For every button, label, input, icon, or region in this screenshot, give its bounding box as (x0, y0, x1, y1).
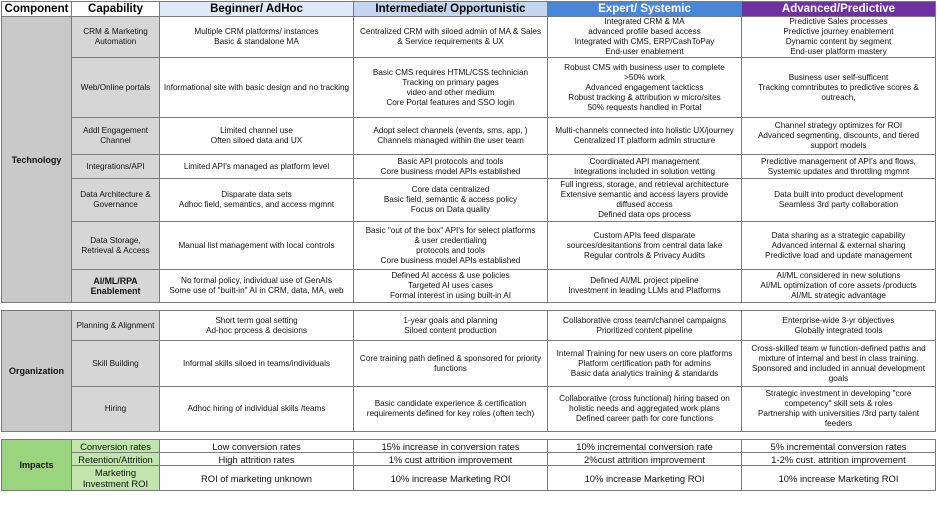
intermediate-cell: Defined AI access & use policies Targeted AI uses cases Formal interest in using built-in AI (354, 270, 548, 303)
capability-cell: Data Storage, Retrieval & Access (72, 222, 160, 270)
header-advanced: Advanced/Predictive (742, 2, 936, 17)
advanced-cell: Data built into product development Seamless 3rd party collaboration (742, 179, 936, 222)
beginner-cell: High attrition rates (160, 453, 354, 466)
expert-cell: Custom APIs feed disparate sources/desitantions from central data lake Regular controls & Privacy Audits (548, 222, 742, 270)
expert-cell: Coordinated API management Integrations included in solution vetting (548, 155, 742, 179)
intermediate-cell: Core training path defined & sponsored for priority functions (354, 341, 548, 387)
beginner-cell: Adhoc hiring of individual skills /teams (160, 387, 354, 432)
expert-cell: Collaborative cross team/channel campaigns Prioritized content pipeline (548, 311, 742, 341)
beginner-cell: Disparate data sets Adhoc field, semantics, and access mgmnt (160, 179, 354, 222)
table-row (2, 311, 936, 341)
beginner-cell: Manual list management with local controls (160, 222, 354, 270)
table-row (2, 440, 936, 453)
capability-cell: Skill Building (72, 341, 160, 387)
table-row (2, 155, 936, 179)
capability-cell: Conversion rates (72, 440, 160, 453)
advanced-cell: Cross-skilled team w function-defined paths and mixture of internal and best in class training. Sponsored and included in annual development goals (742, 341, 936, 387)
expert-cell: Full ingress, storage, and retrieval architecture Extensive semantic and access layers provide diffused access Defined data ops process (548, 179, 742, 222)
advanced-cell: AI/ML considered in new solutions AI/ML optimization of core assets /products AI/ML strategic advantage (742, 270, 936, 303)
header-component: Component (2, 2, 72, 17)
intermediate-cell: Basic "out of the box" API's for select platforms & user credentialing protocols and tools Core business model APIs established (354, 222, 548, 270)
table-row (2, 58, 936, 118)
beginner-cell: ROI of marketing unknown (160, 466, 354, 491)
capability-cell: Web/Online portals (72, 58, 160, 118)
table-row (2, 118, 936, 155)
section-spacer (2, 303, 936, 311)
expert-cell: Multi-channels connected into holistic UX/journey Centralized IT platform admin structure (548, 118, 742, 155)
header-capability: Capability (72, 2, 160, 17)
capability-cell: Data Architecture & Governance (72, 179, 160, 222)
component-impacts: Impacts (2, 440, 72, 491)
maturity-matrix (1, 1, 936, 491)
advanced-cell: Predictive Sales processes Predictive journey enablement Dynamic content by segment End-user platform mastery (742, 17, 936, 58)
beginner-cell: Low conversion rates (160, 440, 354, 453)
intermediate-cell: Centralized CRM with siloed admin of MA & Sales & Service requirements & UX (354, 17, 548, 58)
capability-cell: AI/ML/RPA Enablement (72, 270, 160, 303)
header-expert: Expert/ Systemic (548, 2, 742, 17)
capability-cell: Integrations/API (72, 155, 160, 179)
expert-cell: 2%cust attrition improvement (548, 453, 742, 466)
advanced-cell: Enterprise-wide 3-yr objectives Globally integrated tools (742, 311, 936, 341)
expert-cell: Integrated CRM & MA advanced profile based access Integrated with CMS, ERP/CashToPay End-user enablement (548, 17, 742, 58)
matrix-body (2, 17, 936, 491)
capability-cell: Marketing Investment ROI (72, 466, 160, 491)
table-row (2, 222, 936, 270)
section-spacer (2, 432, 936, 440)
intermediate-cell: 1% cust attrition improvement (354, 453, 548, 466)
capability-cell: Hiring (72, 387, 160, 432)
table-row (2, 179, 936, 222)
advanced-cell: Data sharing as a strategic capability Advanced internal & external sharing Predictive load and update management (742, 222, 936, 270)
intermediate-cell: Basic API protocols and tools Core business model APIs established (354, 155, 548, 179)
intermediate-cell: Basic CMS requires HTML/CSS technician Tracking on primary pages video and other medium Core Portal features and SSO login (354, 58, 548, 118)
expert-cell: 10% incremental conversion rate (548, 440, 742, 453)
beginner-cell: Multiple CRM platforms/ instances Basic & standalone MA (160, 17, 354, 58)
advanced-cell: Business user self-sufficent Tracking comntributes to predictive scores & outreach, (742, 58, 936, 118)
expert-cell: 10% increase Marketing ROI (548, 466, 742, 491)
advanced-cell: 1-2% cust. attrition improvement (742, 453, 936, 466)
intermediate-cell: Core data centralized Basic field, semantic & access policy Focus on Data quality (354, 179, 548, 222)
beginner-cell: Limited API's managed as platform level (160, 155, 354, 179)
beginner-cell: Short term goal setting Ad-hoc process & decisions (160, 311, 354, 341)
component-technology: Technology (2, 17, 72, 303)
advanced-cell: Predictive management of API's and flows, Systemic updates and throttling mgmnt (742, 155, 936, 179)
intermediate-cell: 1-year goals and planning Siloed content production (354, 311, 548, 341)
advanced-cell: 10% increase Marketing ROI (742, 466, 936, 491)
component-organization: Organization (2, 311, 72, 432)
header-beginner: Beginner/ AdHoc (160, 2, 354, 17)
advanced-cell: Channel strategy optimizes for ROI Advanced segmenting, discounts, and tiered support models (742, 118, 936, 155)
beginner-cell: Limited channel use Often siloed data and UX (160, 118, 354, 155)
beginner-cell: Informal skills siloed in teams/individuals (160, 341, 354, 387)
table-row (2, 17, 936, 58)
expert-cell: Collaborative (cross functional) hiring based on holistic needs and aggregated work plans Defined career path for core functions (548, 387, 742, 432)
beginner-cell: Informational site with basic design and no tracking (160, 58, 354, 118)
intermediate-cell: 10% increase Marketing ROI (354, 466, 548, 491)
capability-cell: Retention/Attrition (72, 453, 160, 466)
table-row (2, 453, 936, 466)
expert-cell: Robust CMS with business user to complete >50% work Advanced engagement tackticss Robust tracking & attribution w micro/sites 50% requests handled in Portal (548, 58, 742, 118)
table-row (2, 387, 936, 432)
capability-cell: Addl Engagement Channel (72, 118, 160, 155)
intermediate-cell: 15% increase in conversion rates (354, 440, 548, 453)
expert-cell: Defined AI/ML project pipeline Investment in leading LLMs and Platforms (548, 270, 742, 303)
advanced-cell: 5% incremental conversion rates (742, 440, 936, 453)
beginner-cell: No formal policy, individual use of GenAIs Some use of "built-in" AI in CRM, data, MA, web (160, 270, 354, 303)
intermediate-cell: Basic candidate experience & certification requirements defined for key roles (often tech) (354, 387, 548, 432)
header-intermediate: Intermediate/ Opportunistic (354, 2, 548, 17)
intermediate-cell: Adopt select channels (events, sms, app, ) Channels managed within the user team (354, 118, 548, 155)
expert-cell: Internal Training for new users on core platforms Platform certification path for admins Basic data analytics training & standards (548, 341, 742, 387)
table-row (2, 466, 936, 491)
capability-cell: CRM & Marketing Automation (72, 17, 160, 58)
header-row (2, 2, 936, 17)
capability-cell: Planning & Alignment (72, 311, 160, 341)
table-row (2, 270, 936, 303)
advanced-cell: Strategic investment in developing "core competency" skill sets & roles Partnership with universities /3rd party talent feeders (742, 387, 936, 432)
table-row (2, 341, 936, 387)
